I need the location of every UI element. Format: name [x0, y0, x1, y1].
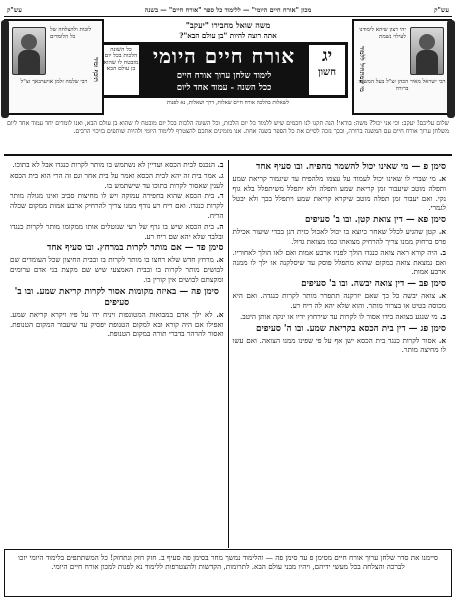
- right-scroll-text: יהי רצון שיהא לימודנו לעילוי נשמת: [359, 27, 406, 41]
- seif-paragraph: [10, 310, 224, 339]
- seif-number: ב.: [437, 247, 446, 257]
- seif-number: א.: [435, 174, 446, 183]
- seif-paragraph: [233, 174, 447, 213]
- seif-number: א.: [436, 227, 446, 237]
- siman-heading: סימן פד — אם מותר לקרות במרחץ. ובו סעיף אחד: [47, 243, 224, 254]
- left-scroll: [4, 19, 104, 115]
- date-month: חשון: [317, 67, 337, 78]
- seif-number: א.: [435, 335, 446, 345]
- seif-text: קטן שהגיע לכלל שאחר כיוצא בו יכול לאכול כזית דגן בכדי שיעור אכילת פרס ברחוק ממנו צריך להרחיק מצואתו כמו מצואת גדול.: [232, 227, 446, 246]
- left-scroll-caption: רבי שלמה זלמן אויערבאך זצ"ל: [20, 79, 88, 85]
- seif-paragraph: [233, 227, 447, 247]
- banner-center: [103, 19, 348, 117]
- seif-number: א.: [435, 291, 447, 301]
- right-scroll: [352, 19, 452, 115]
- top-strip: [4, 3, 452, 17]
- footer-note: סיימנו את סדר שלחן ערוך אורח חיים מסימן פ עד סימן פה — והלימוד נמשך מחר בסימן פה סעיף ב. חזק חזק ונתחזק! כל המשתתפים בלימוד היומי יזכו לברכה והצלחה בכל מעשי ידיהם, ויהיו מבני עולם הבא. לתרומות, הקדשות ולהצטרפות ללימוד נא לפנות למכון אורח חיים היומי.: [4, 549, 452, 597]
- seif-text: בית הכסא שיש בו גרף של רעי שנוטלים אותו ממקומו מותר לקרות כנגדו ובלבד שלא יהא שם ריח רע.: [10, 221, 224, 241]
- seif-number: ה.: [213, 221, 224, 231]
- siman-heading: סימן פה — באיזה מקומות אסור לקרות קריאת שמע. ובו ב' סעיפים: [14, 286, 219, 308]
- left-vertical-tag: תיכף ומיד: [92, 56, 100, 82]
- column-divider: [228, 160, 229, 548]
- seif-number: א.: [213, 255, 224, 265]
- seif-text: בית הכסא שהוא בחפירה עמוקה ויש לו מחיצות סביב ואינו מגולה מותר לקרות כנגדו. ואם ריח רע נודף ממנו צריך להרחיק ארבע אמות ממקום שכלה הריח.: [10, 191, 224, 220]
- top-strip-right: עש"ק: [434, 5, 449, 14]
- date-box: [308, 44, 346, 96]
- seif-number: ב.: [437, 311, 446, 321]
- seif-text: לא ילך אדם במבואות המטונפות ויניח ידו על פיו ויקרא קריאת שמע. ואפילו אם היה קורא ובא למקום הטנופת יפסיק עד שיעבור המקום הטנופת. ואסור להרהר בדברי תורה במקום הטנופת.: [10, 309, 224, 339]
- portrait-image-left: [12, 27, 46, 75]
- seif-paragraph: [10, 222, 224, 242]
- right-vertical-tag: מי שמתחיל ללמוד: [358, 46, 366, 92]
- banner-subtitle-2: ככל השנה - עמוד אחד ליום: [176, 83, 272, 93]
- siman-heading: סימן פב — דין צואה יבשה. ובו ב' סעיפים: [301, 279, 446, 290]
- scroll-rod-icon: [447, 20, 455, 118]
- seif-paragraph: [233, 248, 447, 277]
- banner-author: משה שואל מחבירו "יעקב": [185, 20, 271, 30]
- seif-text: אמר בית זה יהא לבית הכסא ואמר על בית אחר וגם זה הרי הוא בית הכסא לענין שאסור לקרות בתוכו עד שישתמש בו.: [10, 170, 224, 190]
- seif-paragraph: [10, 191, 224, 220]
- title-box: [100, 42, 348, 98]
- column-left: [6, 160, 228, 548]
- seif-text: אסור לקרות כנגד בית הכסא ישן אף על פי שפינו ממנו הצואה. ואם עשו לו מחיצה מותר.: [232, 335, 446, 355]
- date-day: יג: [321, 46, 333, 66]
- top-strip-center: מכון "אורח חיים היומי" — ללימוד כל ספר "אורח חיים" — בשנה: [144, 5, 312, 14]
- scroll-rod-icon: [1, 20, 9, 118]
- intro-dialogue: שלום עליכם! יעקב: וכי אני יכול? משה: בודאי! הנה תקנו לנו חכמים שיש ללמוד כל יום הלכות, וכל השונה הלכות בכל יום מובטח לו שהוא בן עולם הבא, ואנו לומדים יחד עמוד אחד ליום משלחן ערוך אורח חיים עם המשנה ברורה, ובכך נזכה לסיים את כל הספר בשנה אחת. אנו מזמינים אתכם להצטרף ללימוד היומי ולהיות שותפים בזיכוי הרבים.: [4, 120, 452, 156]
- seif-text: הנכנס לבית הכסא ועדיין לא נשתמש בו מותר לקרות כנגדו אבל לא בתוכו.: [12, 160, 216, 169]
- seif-paragraph: [233, 291, 447, 311]
- banner-tagline: אתה רוצה להיות "בן עולם הבא"?: [179, 31, 277, 40]
- seif-text: מי שנגע בצואה בידו אסור לו לקרות עד שירחוץ ידיו או ינקה אותן היטב.: [239, 311, 438, 321]
- seif-paragraph: [10, 160, 224, 170]
- banner: [4, 19, 452, 117]
- page-title: אורח חיים היומי: [152, 44, 296, 68]
- seif-number: א.: [212, 309, 224, 319]
- seif-text: היה קורא ראה צואה כנגדו הולך לפניו ארבע אמות ואם לאו הולך לאחוריו. ואם נמצאת צואה במקום שהוא מתפלל פוסק עד שיסלקנה או ילך לו ממנה ארבע אמות.: [232, 247, 446, 277]
- seif-paragraph: [10, 255, 224, 284]
- banner-subtitle-1: לימוד שלחן ערוך אורח חיים: [176, 71, 272, 81]
- content-columns: [6, 160, 450, 548]
- seif-text: מרחץ חדש שלא רחצו בו מותר לקרות בו ובבית החיצון שכל העומדים שם לבושים מותר לקרות בו ובבית האמצעי שיש שם מקצת בני אדם ערומים ומקצתם לבושים אין קורין בו.: [10, 255, 224, 284]
- seif-number: ב.: [215, 160, 224, 169]
- right-scroll-caption: רבי ישראל מאיר הכהן זצ"ל בעל המשנה ברורה: [358, 79, 446, 92]
- seif-text: מי שברי לו שאינו יכול לעמוד על עצמו מלהפיח עד שיגמור קריאת שמע ותפלה מוטב שיעבור זמן קריאת שמע ותפלה ולא יתפלל משיתפלל בלא גוף נקי. ואם יעבור זמן תפלה מוטב שיקרא קריאת שמע ויתפלל בכך ולא יבטל לגמרי.: [232, 174, 446, 213]
- seif-number: ד.: [214, 191, 224, 201]
- seif-text: צואה יבשה כל כך שאם יזרקנה תתפרר מותר לקרות כנגדה. ואם היא מכוסה בטיט או בצרור מותר. והוא שלא יהא לה ריח רע.: [232, 291, 446, 310]
- seif-paragraph: [10, 171, 224, 191]
- siman-heading: סימן פא — דין צואת קטן. ובו ב' סעיפים: [304, 215, 446, 226]
- top-strip-left: עש"ק: [7, 5, 22, 14]
- column-right: [229, 160, 451, 548]
- left-scroll-text: לזכות ולהצלחה של כל הלומדים: [50, 27, 92, 41]
- siman-heading: סימן פ — מי שאינו יכול להשמר מהפיח. ובו סעיף אחד: [255, 162, 446, 172]
- seif-paragraph: [233, 336, 447, 356]
- portrait-image-right: [410, 27, 444, 75]
- seif-number: ג.: [216, 170, 224, 180]
- contact-line: לשאלות בהלכה אורח חיים שאלות, דרך ושאלות, נא לפנות: [166, 100, 290, 106]
- seif-paragraph: [233, 312, 447, 322]
- info-box: כל השונה הלכות בכל יום מובטח לו שהוא בן עולם הבא: [102, 44, 140, 96]
- siman-heading: סימן פג — דין בית הכסא בקריאת שמע. ובו ה' סעיפים: [255, 323, 446, 334]
